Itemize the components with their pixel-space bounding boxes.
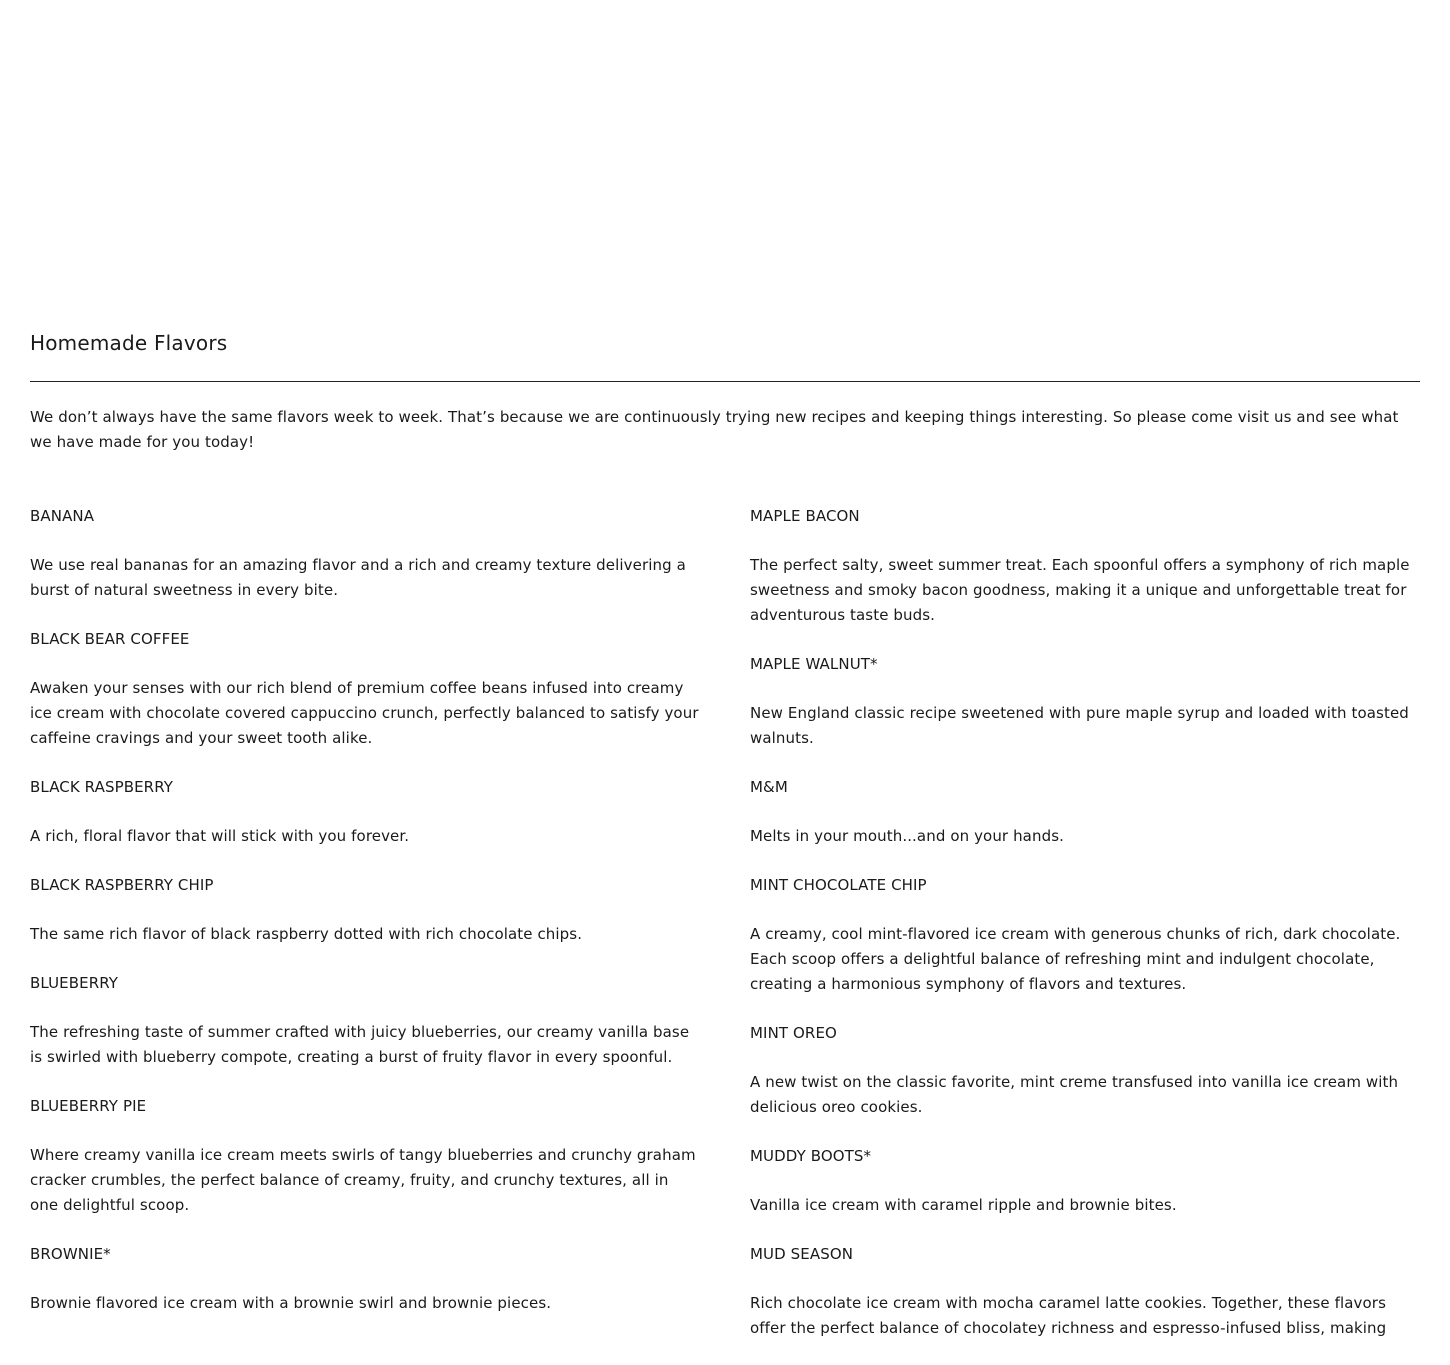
flavor-description: Brownie flavored ice cream with a brownie swirl and brownie pieces. bbox=[30, 1294, 552, 1312]
flavor-description: Melts in your mouth...and on your hands. bbox=[750, 827, 1064, 845]
flavor-description: A creamy, cool mint-flavored ice cream with generous chunks of rich, dark chocolate. Each scoop offers a delightful balance of refreshing mint and indulgent chocolate, creating a harmonious symphony of flavors and textures. bbox=[750, 925, 1401, 993]
page-title: Homemade Flavors bbox=[30, 331, 228, 355]
divider bbox=[30, 381, 1420, 382]
flavor-description: Vanilla ice cream with caramel ripple and brownie bites. bbox=[750, 1196, 1177, 1214]
flavor-description: New England classic recipe sweetened with pure maple syrup and loaded with toasted walnuts. bbox=[750, 704, 1409, 747]
flavor-description: Awaken your senses with our rich blend of premium coffee beans infused into creamy ice cream with chocolate covered cappuccino crunch, perfectly balanced to satisfy your caffeine cravings and your sweet tooth alike. bbox=[30, 679, 699, 747]
flavor-description: A new twist on the classic favorite, mint creme transfused into vanilla ice cream with delicious oreo cookies. bbox=[750, 1073, 1399, 1116]
flavor-description: The same rich flavor of black raspberry dotted with rich chocolate chips. bbox=[30, 925, 583, 943]
flavor-columns bbox=[30, 504, 1420, 1365]
flavor-name: BLACK BEAR COFFEE bbox=[30, 630, 190, 648]
flavor-description: The refreshing taste of summer crafted with juicy blueberries, our creamy vanilla base is swirled with blueberry compote, creating a burst of fruity flavor in every spoonful. bbox=[30, 1023, 690, 1066]
flavor-description: Rich chocolate ice cream with mocha caramel latte cookies. Together, these flavors offer the perfect balance of chocolatey richness and espresso-infused bliss, making bbox=[750, 1294, 1387, 1337]
flavor-name: MUD SEASON bbox=[750, 1245, 854, 1263]
flavor-column-right bbox=[750, 504, 1420, 1365]
flavors-section bbox=[30, 328, 1420, 455]
flavor-description: Where creamy vanilla ice cream meets swirls of tangy blueberries and crunchy graham cracker crumbles, the perfect balance of creamy, fruity, and crunchy textures, all in one delightful scoop. bbox=[30, 1146, 696, 1214]
flavor-name: BROWNIE* bbox=[30, 1245, 111, 1263]
flavor-description: We use real bananas for an amazing flavor and a rich and creamy texture delivering a burst of natural sweetness in every bite. bbox=[30, 556, 686, 599]
flavor-name: BLACK RASPBERRY CHIP bbox=[30, 876, 214, 894]
flavor-description: The perfect salty, sweet summer treat. Each spoonful offers a symphony of rich maple sweetness and smoky bacon goodness, making it a unique and unforgettable treat for adventurous taste buds. bbox=[750, 556, 1410, 624]
flavor-name: MINT OREO bbox=[750, 1024, 837, 1042]
intro-text: We don’t always have the same flavors week to week. That’s because we are continuously trying new recipes and keeping things interesting. So please come visit us and see what we have made for you today! bbox=[30, 408, 1399, 451]
flavor-name: MINT CHOCOLATE CHIP bbox=[750, 876, 927, 894]
flavor-description: A rich, floral flavor that will stick with you forever. bbox=[30, 827, 410, 845]
flavor-column-left bbox=[30, 504, 700, 1365]
flavor-name: BLUEBERRY bbox=[30, 974, 119, 992]
flavor-name: BLACK RASPBERRY bbox=[30, 778, 174, 796]
flavor-name: MAPLE WALNUT* bbox=[750, 655, 878, 673]
flavor-name: BLUEBERRY PIE bbox=[30, 1097, 147, 1115]
flavor-name: M&M bbox=[750, 778, 788, 796]
flavor-name: MUDDY BOOTS* bbox=[750, 1147, 872, 1165]
flavor-name: MAPLE BACON bbox=[750, 507, 860, 525]
flavor-name: BANANA bbox=[30, 507, 95, 525]
